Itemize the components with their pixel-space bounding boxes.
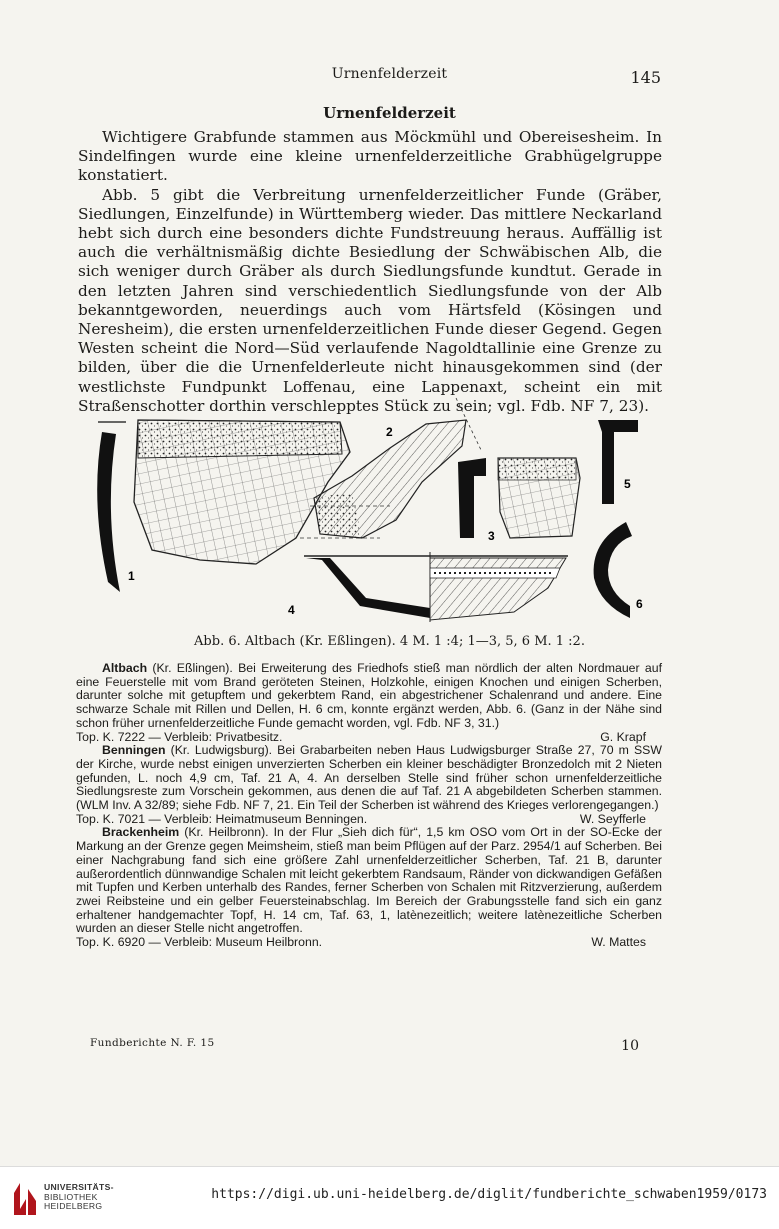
sherd-3-profile bbox=[458, 458, 486, 538]
intro-paragraph-2: Abb. 5 gibt die Verbreitung urnenfelderzeitlicher Funde (Gräber, Siedlungen, Einzelfunde) in Württemberg wieder. Das mittlere Neckarland hebt sich durch eine besonders dichte Fundstreuung heraus. Auffällig ist auch die verhältnismäßig dichte Besiedlung der Schwäbischen Alb, die sich weniger durch Gräber als durch Siedlungsfunde kundtut. Gerade in den letzten Jahren sind verschiedentlich Siedlungsfunde von der Alb bekanntgeworden, neuerdings auch vom Härtsfeld (Kösingen und Neresheim), die ersten urnenfelderzeitlichen Funde dieser Gegend. Gegen Westen scheint die Nord—Süd verlaufende Nagoldtallinie eine Grenze zu bilden, über die die Urnenfelderleute nicht hinausgekommen sind (der westlichste Fundpunkt Loffenau, eine Lappenaxt, scheint ein mit Straßenschotter dorthin verschlepptes Stück zu sein; vgl. Fdb. NF 7, 23). bbox=[78, 185, 662, 415]
permalink-url[interactable]: https://digi.ub.uni-heidelberg.de/diglit/fundberichte_schwaben1959/0173 bbox=[211, 1187, 767, 1202]
label-3: 3 bbox=[488, 529, 495, 543]
university-library-logo-icon bbox=[10, 1179, 40, 1219]
sherd-6-profile bbox=[594, 522, 632, 618]
entry-author: G. Krapf bbox=[600, 729, 646, 744]
entry-topo-reference: Top. K. 7222 — Verbleib: Privatbesitz. bbox=[76, 729, 283, 744]
intro-text bbox=[78, 128, 662, 416]
label-5: 5 bbox=[624, 477, 631, 491]
entry-site-name: Benningen bbox=[102, 743, 166, 758]
entry-brackenheim bbox=[76, 826, 662, 949]
library-name: UNIVERSITÄTS- BIBLIOTHEK HEIDELBERG bbox=[44, 1182, 114, 1211]
entry-author: W. Mattes bbox=[591, 935, 646, 950]
entry-site-name: Brackenheim bbox=[102, 825, 180, 840]
library-banner bbox=[0, 1166, 779, 1229]
bowl-4-profile bbox=[306, 558, 430, 618]
entry-text: (Kr. Eßlingen). Bei Erweiterung des Friedhofs stieß man nördlich der alten Nordmauer auf eine Feuerstelle mit vom Brand geröteten Steinen, Holzkohle, einigen Knochen und einigen Scherben, darunter solche mit getupftem und gekerbtem Rand, ein abgestrichener Schalenrand und andere. Eine schwarze Schale mit Rillen und Dellen, H. 6 cm, konnte ergänzt werden, Abb. 6. (Ganz in der Nähe sind schon früher urnenfelderzeitliche Funde gemacht worden, vgl. Fdb. NF 3, 31.) bbox=[76, 661, 662, 730]
entry-text: (Kr. Ludwigsburg). Bei Grabarbeiten neben Haus Ludwigsburger Straße 27, 70 m SSW der Kirche, wurde nebst einigen unverzierten Scherben ein kleiner beschädigter Bronzedolch mit 2 Nieten gefunden, L. noch 4,9 cm, Taf. 21 A, 4. An derselben Stelle sind früher schon urnenfelderzeitliche Siedlungsreste zum Vorschein gekommen, aus denen die auf Taf. 21 A abgebildeten Scherben stammen. (WLM Inv. A 32/89; siehe Fdb. NF 7, 21. Ein Teil der Scherben ist während des Krieges verlorengegangen.) bbox=[76, 743, 662, 813]
entry-author: W. Seyfferle bbox=[579, 811, 646, 826]
figure-illustration bbox=[90, 392, 650, 632]
running-head: Urnenfelderzeit bbox=[331, 66, 448, 82]
entry-benningen bbox=[76, 744, 662, 826]
entry-topo-reference: Top. K. 6920 — Verbleib: Museum Heilbronn. bbox=[76, 935, 323, 950]
sherd-1-profile bbox=[97, 432, 120, 592]
figure-caption: Abb. 6. Altbach (Kr. Eßlingen). 4 M. 1 :4; 1—3, 5, 6 M. 1 :2. bbox=[194, 634, 585, 649]
section-title: Urnenfelderzeit bbox=[323, 104, 456, 122]
bowl-4 bbox=[430, 558, 566, 620]
intro-paragraph-1: Wichtigere Grabfunde stammen aus Möckmühl und Obereisesheim. In Sindelfingen wurde eine kleine urnenfelderzeitliche Grabhügelgruppe konstatiert. bbox=[78, 128, 662, 185]
label-1: 1 bbox=[128, 569, 135, 583]
sherd-5-profile bbox=[598, 420, 638, 504]
label-4: 4 bbox=[288, 603, 295, 617]
footer-signature: Fundberichte N. F. 15 bbox=[90, 1037, 215, 1049]
entry-altbach bbox=[76, 662, 662, 744]
page-number: 145 bbox=[630, 68, 661, 87]
figure-pottery-sherds bbox=[90, 392, 650, 632]
entry-topo-reference: Top. K. 7021 — Verbleib: Heimatmuseum Benningen. bbox=[76, 811, 368, 826]
entry-text: (Kr. Heilbronn). In der Flur „Sieh dich für“, 1,5 km OSO vom Ort in der SO-Ecke der Markung an der Grenze gegen Meimsheim, stieß man beim Pflügen auf der Parz. 2954/1 auf Scherben. Bei einer Nachgrabung fand sich eine größere Zahl urnenfelderzeitlicher Scherben, Taf. 21 B, darunter außerordentlich dünnwandige Schalen mit leicht gekerbtem Randsaum, Ränder von dickwandigen Gefäßen mit Tupfen und Kerben unterhalb des Randes, ferner Scherben von Schalen mit Ritzverzierung, außerdem zwei Reibsteine und ein gelber Feuersteinabschlag. Im Bereich der Grabungsstelle fand sich ein ganz erhaltener handgemachter Topf, H. 14 cm, Taf. 63, 1, latènezeitlich; weitere latènezeitliche Scherben wurden an dieser Stelle nicht angetroffen. bbox=[76, 825, 662, 936]
entry-meta bbox=[76, 813, 662, 827]
site-entries bbox=[76, 662, 662, 950]
footer-sheet-number: 10 bbox=[621, 1038, 639, 1054]
entry-site-name: Altbach bbox=[102, 661, 148, 675]
entry-meta bbox=[76, 936, 662, 950]
label-6: 6 bbox=[636, 597, 643, 611]
label-2: 2 bbox=[386, 425, 393, 439]
entry-meta bbox=[76, 731, 662, 745]
